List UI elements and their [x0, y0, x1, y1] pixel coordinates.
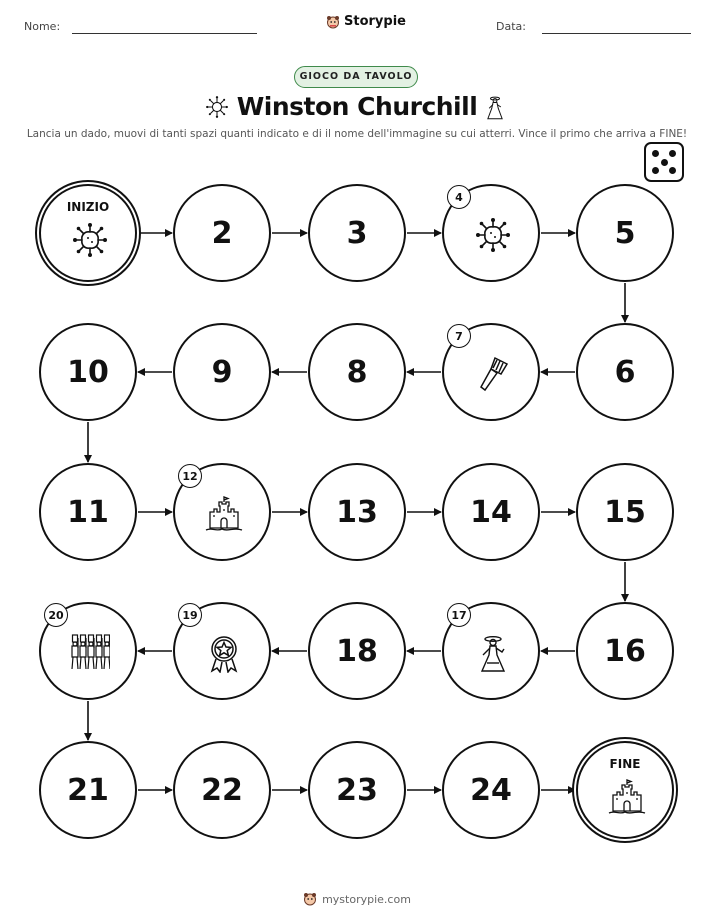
- board-space-5: [576, 184, 674, 282]
- board-space-16: [576, 602, 674, 700]
- board-space-3: [308, 184, 406, 282]
- space-number: 3: [346, 215, 368, 251]
- board-space-24: [442, 741, 540, 839]
- space-number: 8: [346, 354, 368, 390]
- board-space-18: [308, 602, 406, 700]
- storypie-mascot-icon: [303, 892, 317, 906]
- board-space-12: [173, 463, 271, 561]
- date-label: Data:: [496, 20, 526, 33]
- space-number-badge: 12: [178, 464, 202, 488]
- space-number: 24: [470, 772, 512, 808]
- category-badge: GIOCO DA TAVOLO: [294, 66, 418, 88]
- space-number: 23: [336, 772, 378, 808]
- board-space-17: [442, 602, 540, 700]
- space-number-badge: 20: [44, 603, 68, 627]
- virus-icon: [473, 215, 513, 255]
- space-number-badge: 17: [447, 603, 471, 627]
- board-space-6: [576, 323, 674, 421]
- board-space-20: [39, 602, 137, 700]
- footer: [0, 892, 714, 906]
- soldiers-icon: [70, 633, 110, 673]
- board-space-19: [173, 602, 271, 700]
- space-number: 22: [201, 772, 243, 808]
- space-number: 15: [604, 494, 646, 530]
- space-label: INIZIO: [66, 200, 110, 214]
- space-number-badge: 7: [447, 324, 471, 348]
- board-space-14: [442, 463, 540, 561]
- space-label: FINE: [609, 757, 641, 771]
- page-title: Winston Churchill: [236, 92, 478, 121]
- space-number: 13: [336, 494, 378, 530]
- virus-icon: [70, 220, 110, 260]
- board-space-7: [442, 323, 540, 421]
- space-number: 2: [211, 215, 233, 251]
- board-space-1: [39, 184, 137, 282]
- instructions: Lancia un dado, muovi di tanti spazi quanti indicato e di il nome dell'immagine su cui atterri. Vince il primo che arriva a FINE!: [26, 128, 688, 140]
- space-number: 21: [67, 772, 109, 808]
- brush-icon: [473, 354, 513, 394]
- space-number-badge: 4: [447, 185, 471, 209]
- space-number-badge: 19: [178, 603, 202, 627]
- board-space-25: [576, 741, 674, 839]
- space-number: 16: [604, 633, 646, 669]
- footer-site: mystorypie.com: [322, 892, 411, 906]
- board-space-9: [173, 323, 271, 421]
- space-number: 10: [67, 354, 109, 390]
- board-space-10: [39, 323, 137, 421]
- board-space-2: [173, 184, 271, 282]
- space-number: 14: [470, 494, 512, 530]
- board-space-21: [39, 741, 137, 839]
- board-space-11: [39, 463, 137, 561]
- space-number: 6: [614, 354, 636, 390]
- board-space-15: [576, 463, 674, 561]
- space-number: 5: [614, 215, 636, 251]
- space-number: 9: [211, 354, 233, 390]
- space-number: 11: [67, 494, 109, 530]
- board-space-23: [308, 741, 406, 839]
- brand-name: Storypie: [344, 14, 406, 29]
- board-space-4: [442, 184, 540, 282]
- castle-icon: [204, 494, 244, 534]
- space-number: 18: [336, 633, 378, 669]
- lady-icon: [473, 633, 513, 673]
- castle-icon: [607, 777, 647, 817]
- board-space-22: [173, 741, 271, 839]
- medal-icon: [204, 633, 244, 673]
- board-space-8: [308, 323, 406, 421]
- board-space-13: [308, 463, 406, 561]
- name-label: Nome:: [24, 20, 61, 33]
